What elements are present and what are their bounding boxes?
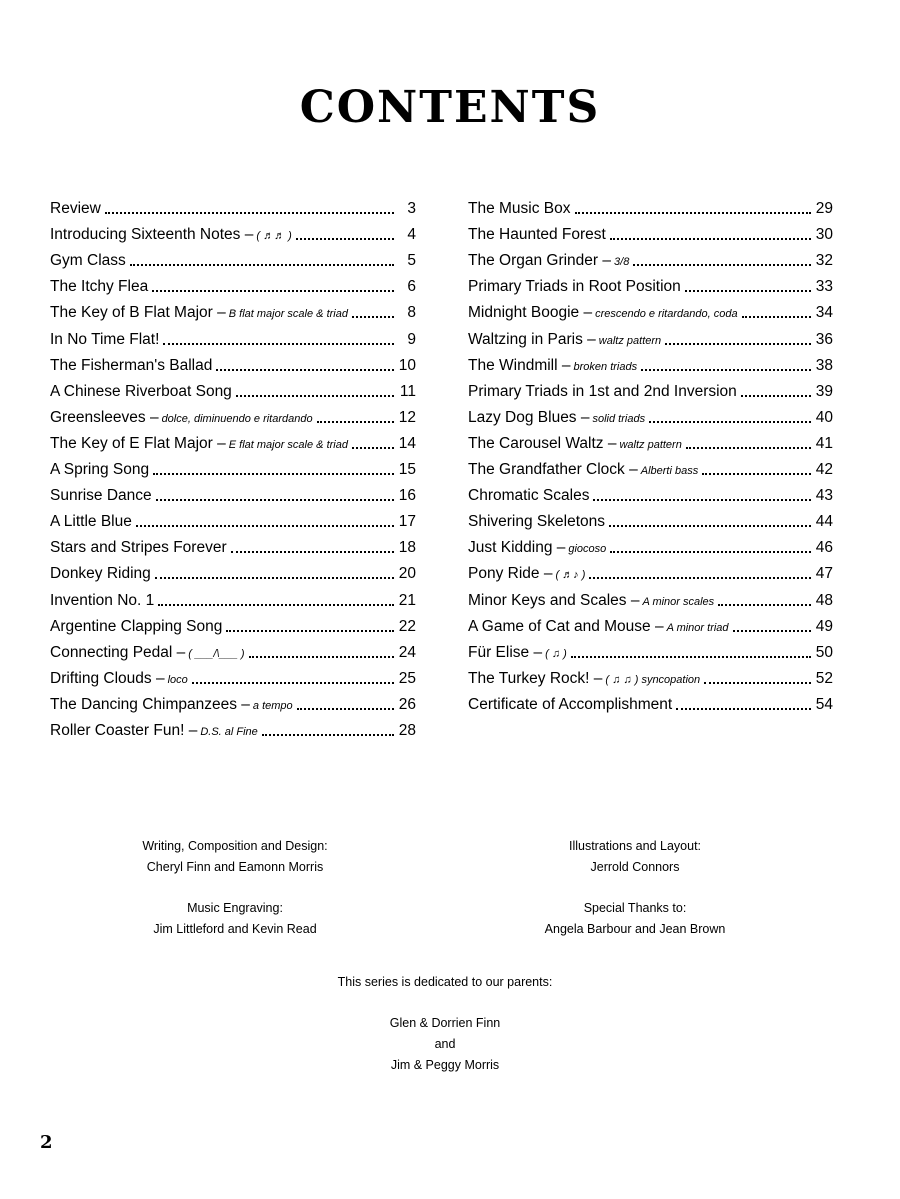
dot-leader bbox=[296, 238, 394, 240]
toc-entry-title: Für Elise – bbox=[468, 643, 543, 661]
toc-entry-page: 12 bbox=[398, 408, 416, 426]
dedication-label: This series is dedicated to our parents: bbox=[337, 975, 553, 989]
dot-leader bbox=[609, 525, 811, 527]
dot-leader bbox=[352, 316, 394, 318]
dedication-line-1: Glen & Dorrien Finn bbox=[389, 1016, 501, 1030]
toc-entry bbox=[468, 610, 833, 636]
toc-entry bbox=[468, 244, 833, 270]
toc-entry bbox=[50, 479, 416, 505]
toc-entry-page: 5 bbox=[407, 252, 416, 270]
toc-entry-subtitle: ( ♫ ♫ ) syncopation bbox=[605, 673, 701, 686]
toc-entry bbox=[468, 531, 833, 557]
toc-entry-page: 36 bbox=[815, 330, 833, 348]
toc-entry-title: A Little Blue bbox=[50, 513, 132, 531]
toc-entry-title: Sunrise Dance bbox=[50, 487, 152, 505]
toc-entry-title: Chromatic Scales bbox=[468, 487, 590, 505]
toc-entry-page: 4 bbox=[407, 226, 416, 244]
toc-entry-subtitle: E flat major scale & triad bbox=[228, 438, 348, 451]
toc-entry-title: The Key of B Flat Major – bbox=[50, 304, 226, 322]
dot-leader bbox=[297, 708, 394, 710]
toc-entry-page: 47 bbox=[815, 565, 833, 583]
toc-entry bbox=[50, 218, 416, 244]
toc-entry bbox=[50, 688, 416, 714]
dot-leader bbox=[633, 264, 811, 266]
dot-leader bbox=[741, 395, 811, 397]
dot-leader bbox=[649, 421, 811, 423]
toc-right-column bbox=[468, 192, 833, 714]
toc-entry-subtitle: dolce, diminuendo e ritardando bbox=[161, 412, 313, 425]
toc-entry-subtitle: A minor triad bbox=[666, 621, 729, 634]
dedication bbox=[250, 972, 640, 1076]
credits-illustrations-names: Jerrold Connors bbox=[590, 860, 680, 874]
toc-entry bbox=[50, 610, 416, 636]
dot-leader bbox=[665, 343, 811, 345]
toc-entry-title: A Game of Cat and Mouse – bbox=[468, 617, 664, 635]
toc-entry-page: 54 bbox=[815, 695, 833, 713]
dot-leader bbox=[610, 551, 811, 553]
toc-entry bbox=[468, 479, 833, 505]
dedication-and: and bbox=[434, 1037, 456, 1051]
toc-entry-title: Review bbox=[50, 200, 101, 218]
dot-leader bbox=[676, 708, 811, 710]
dot-leader bbox=[610, 238, 811, 240]
toc-entry bbox=[468, 192, 833, 218]
toc-entry-page: 34 bbox=[815, 304, 833, 322]
toc-entry bbox=[50, 375, 416, 401]
dedication-line-2: Jim & Peggy Morris bbox=[390, 1058, 500, 1072]
toc-entry-page: 39 bbox=[815, 382, 833, 400]
toc-entry-page: 25 bbox=[398, 669, 416, 687]
page-number: 2 bbox=[40, 1132, 53, 1153]
toc-entry-title: The Grandfather Clock – bbox=[468, 461, 638, 479]
toc-entry-title: The Haunted Forest bbox=[468, 226, 606, 244]
credits-illustrations bbox=[515, 836, 755, 878]
toc-entry-subtitle: A minor scales bbox=[642, 595, 715, 608]
toc-entry-title: The Carousel Waltz – bbox=[468, 434, 617, 452]
toc-entry bbox=[468, 401, 833, 427]
toc-entry bbox=[50, 453, 416, 479]
toc-entry-subtitle: ( ___/\___ ) bbox=[188, 647, 245, 660]
dot-leader bbox=[158, 604, 394, 606]
toc-entry-page: 46 bbox=[815, 539, 833, 557]
toc-entry-subtitle: giocoso bbox=[568, 543, 607, 556]
toc-entry bbox=[50, 322, 416, 348]
toc-entry-page: 17 bbox=[398, 513, 416, 531]
toc-entry-title: The Organ Grinder – bbox=[468, 252, 612, 270]
toc-entry bbox=[50, 583, 416, 609]
toc-entry bbox=[468, 349, 833, 375]
toc-entry-page: 28 bbox=[398, 721, 416, 739]
toc-entry-title: The Fisherman's Ballad bbox=[50, 356, 213, 374]
toc-entry-title: A Chinese Riverboat Song bbox=[50, 382, 232, 400]
toc-entry bbox=[50, 531, 416, 557]
toc-entry-page: 11 bbox=[399, 382, 416, 400]
toc-entry bbox=[468, 453, 833, 479]
toc-entry-page: 10 bbox=[398, 356, 416, 374]
toc-entry-page: 15 bbox=[398, 461, 416, 479]
toc-entry-subtitle: B flat major scale & triad bbox=[228, 308, 348, 321]
toc-entry bbox=[50, 296, 416, 322]
toc-entry-page: 41 bbox=[815, 434, 833, 452]
toc-entry-subtitle: broken triads bbox=[573, 360, 638, 373]
credits-thanks bbox=[515, 898, 755, 940]
dot-leader bbox=[742, 316, 811, 318]
credits-engraving-names: Jim Littleford and Kevin Read bbox=[153, 922, 317, 936]
toc-entry-subtitle: solid triads bbox=[592, 412, 646, 425]
dot-leader bbox=[192, 682, 394, 684]
toc-entry bbox=[468, 375, 833, 401]
dot-leader bbox=[249, 656, 394, 658]
dot-leader bbox=[136, 525, 394, 527]
toc-entry-title: Gym Class bbox=[50, 252, 126, 270]
toc-entry bbox=[468, 583, 833, 609]
toc-entry-title: The Itchy Flea bbox=[50, 278, 149, 296]
toc-entry bbox=[468, 322, 833, 348]
toc-entry bbox=[50, 557, 416, 583]
credits-engraving bbox=[130, 898, 340, 940]
toc-entry-title: Just Kidding – bbox=[468, 539, 566, 557]
dot-leader bbox=[593, 499, 811, 501]
toc-entry-subtitle: waltz pattern bbox=[598, 334, 662, 347]
toc-entry bbox=[50, 636, 416, 662]
dot-leader bbox=[156, 499, 394, 501]
dot-leader bbox=[152, 290, 394, 292]
toc-entry-title: The Music Box bbox=[468, 200, 571, 218]
toc-entry-page: 40 bbox=[815, 408, 833, 426]
toc-entry-page: 3 bbox=[407, 200, 416, 218]
toc-entry-title: The Windmill – bbox=[468, 356, 571, 374]
toc-entry-page: 43 bbox=[815, 487, 833, 505]
toc-entry-title: Invention No. 1 bbox=[50, 591, 155, 609]
toc-entry-title: Certificate of Accomplishment bbox=[468, 695, 673, 713]
toc-entry-title: Primary Triads in Root Position bbox=[468, 278, 681, 296]
dot-leader bbox=[317, 421, 394, 423]
dot-leader bbox=[733, 630, 811, 632]
toc-entry bbox=[50, 662, 416, 688]
dot-leader bbox=[163, 343, 394, 345]
toc-entry-subtitle: waltz pattern bbox=[619, 438, 682, 451]
credits-illustrations-label: Illustrations and Layout: bbox=[568, 839, 702, 853]
credits-engraving-label: Music Engraving: bbox=[187, 901, 283, 915]
toc-entry-title: Roller Coaster Fun! – bbox=[50, 721, 198, 739]
dot-leader bbox=[153, 473, 394, 475]
toc-entry-page: 22 bbox=[398, 617, 416, 635]
toc-entry bbox=[50, 349, 416, 375]
toc-entry bbox=[468, 270, 833, 296]
toc-entry bbox=[468, 296, 833, 322]
toc-entry-title: The Dancing Chimpanzees – bbox=[50, 695, 250, 713]
dot-leader bbox=[641, 369, 811, 371]
credits-writing bbox=[130, 836, 340, 878]
dot-leader bbox=[704, 682, 811, 684]
dot-leader bbox=[236, 395, 394, 397]
page-title: CONTENTS bbox=[299, 82, 601, 133]
toc-entry-page: 8 bbox=[407, 304, 416, 322]
toc-entry-page: 21 bbox=[398, 591, 416, 609]
toc-entry-title: Lazy Dog Blues – bbox=[468, 408, 590, 426]
toc-entry-title: A Spring Song bbox=[50, 461, 150, 479]
toc-entry-page: 48 bbox=[815, 591, 833, 609]
credits-writing-names: Cheryl Finn and Eamonn Morris bbox=[146, 860, 324, 874]
credits-thanks-names: Angela Barbour and Jean Brown bbox=[544, 922, 726, 936]
toc-entry-page: 42 bbox=[815, 461, 833, 479]
toc-entry-title: Argentine Clapping Song bbox=[50, 617, 223, 635]
toc-entry-page: 16 bbox=[398, 487, 416, 505]
toc-entry-title: Minor Keys and Scales – bbox=[468, 591, 640, 609]
toc-entry-title: The Turkey Rock! – bbox=[468, 669, 603, 687]
toc-entry bbox=[50, 270, 416, 296]
toc-entry-page: 14 bbox=[398, 434, 416, 452]
toc-entry-subtitle: loco bbox=[167, 673, 188, 686]
toc-entry-subtitle: crescendo e ritardando, coda bbox=[595, 308, 738, 321]
toc-entry bbox=[468, 218, 833, 244]
dot-leader bbox=[226, 630, 394, 632]
toc-entry bbox=[50, 401, 416, 427]
toc-entry-subtitle: Alberti bass bbox=[640, 465, 699, 478]
toc-entry-page: 32 bbox=[815, 252, 833, 270]
toc-left-column bbox=[50, 192, 416, 740]
dot-leader bbox=[685, 290, 811, 292]
toc-entry-page: 24 bbox=[398, 643, 416, 661]
toc-entry-subtitle: ( ♬♬ ) bbox=[256, 230, 292, 243]
toc-entry-page: 6 bbox=[407, 278, 416, 296]
toc-entry-title: Greensleeves – bbox=[50, 408, 159, 426]
dot-leader bbox=[702, 473, 811, 475]
toc-entry-title: Pony Ride – bbox=[468, 565, 553, 583]
dot-leader bbox=[262, 734, 394, 736]
toc-entry-page: 33 bbox=[815, 278, 833, 296]
dot-leader bbox=[571, 656, 811, 658]
toc-entry-page: 52 bbox=[815, 669, 833, 687]
dot-leader bbox=[105, 212, 394, 214]
toc-entry-page: 30 bbox=[815, 226, 833, 244]
credits-thanks-label: Special Thanks to: bbox=[583, 901, 687, 915]
dot-leader bbox=[130, 264, 394, 266]
toc-entry bbox=[468, 557, 833, 583]
toc-entry bbox=[468, 662, 833, 688]
toc-entry-subtitle: ( ♬♪ ) bbox=[555, 569, 586, 582]
toc-entry-page: 9 bbox=[407, 330, 416, 348]
dot-leader bbox=[216, 369, 394, 371]
toc-entry-title: Stars and Stripes Forever bbox=[50, 539, 227, 557]
dot-leader bbox=[575, 212, 811, 214]
toc-entry-title: Midnight Boogie – bbox=[468, 304, 593, 322]
toc-entry bbox=[50, 192, 416, 218]
toc-entry-title: Connecting Pedal – bbox=[50, 643, 186, 661]
toc-entry-title: In No Time Flat! bbox=[50, 330, 160, 348]
toc-entry-page: 26 bbox=[398, 695, 416, 713]
credits-writing-label: Writing, Composition and Design: bbox=[142, 839, 328, 853]
dot-leader bbox=[155, 577, 394, 579]
dot-leader bbox=[231, 551, 394, 553]
toc-entry-page: 29 bbox=[815, 200, 833, 218]
dot-leader bbox=[352, 447, 394, 449]
toc-entry-title: Drifting Clouds – bbox=[50, 669, 165, 687]
toc-entry-page: 18 bbox=[398, 539, 416, 557]
toc-entry-title: Donkey Riding bbox=[50, 565, 151, 583]
toc-entry-page: 44 bbox=[815, 513, 833, 531]
toc-entry-title: Primary Triads in 1st and 2nd Inversion bbox=[468, 382, 737, 400]
dot-leader bbox=[686, 447, 811, 449]
toc-entry-subtitle: a tempo bbox=[252, 699, 293, 712]
dot-leader bbox=[718, 604, 811, 606]
toc-entry-title: The Key of E Flat Major – bbox=[50, 434, 226, 452]
toc-entry-page: 50 bbox=[815, 643, 833, 661]
toc-entry-title: Shivering Skeletons bbox=[468, 513, 605, 531]
toc-entry bbox=[468, 636, 833, 662]
toc-entry-subtitle: 3/8 bbox=[614, 256, 630, 269]
toc-entry bbox=[50, 244, 416, 270]
dot-leader bbox=[589, 577, 811, 579]
toc-entry-title: Waltzing in Paris – bbox=[468, 330, 596, 348]
toc-entry-subtitle: ( ♫ ) bbox=[545, 647, 567, 660]
toc-entry-page: 49 bbox=[815, 617, 833, 635]
toc-entry-page: 20 bbox=[398, 565, 416, 583]
toc-entry-subtitle: D.S. al Fine bbox=[200, 725, 258, 738]
toc-entry bbox=[468, 505, 833, 531]
toc-entry bbox=[50, 505, 416, 531]
toc-entry bbox=[468, 688, 833, 714]
toc-entry-page: 38 bbox=[815, 356, 833, 374]
toc-entry bbox=[50, 714, 416, 740]
toc-entry bbox=[50, 427, 416, 453]
toc-entry bbox=[468, 427, 833, 453]
toc-entry-title: Introducing Sixteenth Notes – bbox=[50, 226, 254, 244]
